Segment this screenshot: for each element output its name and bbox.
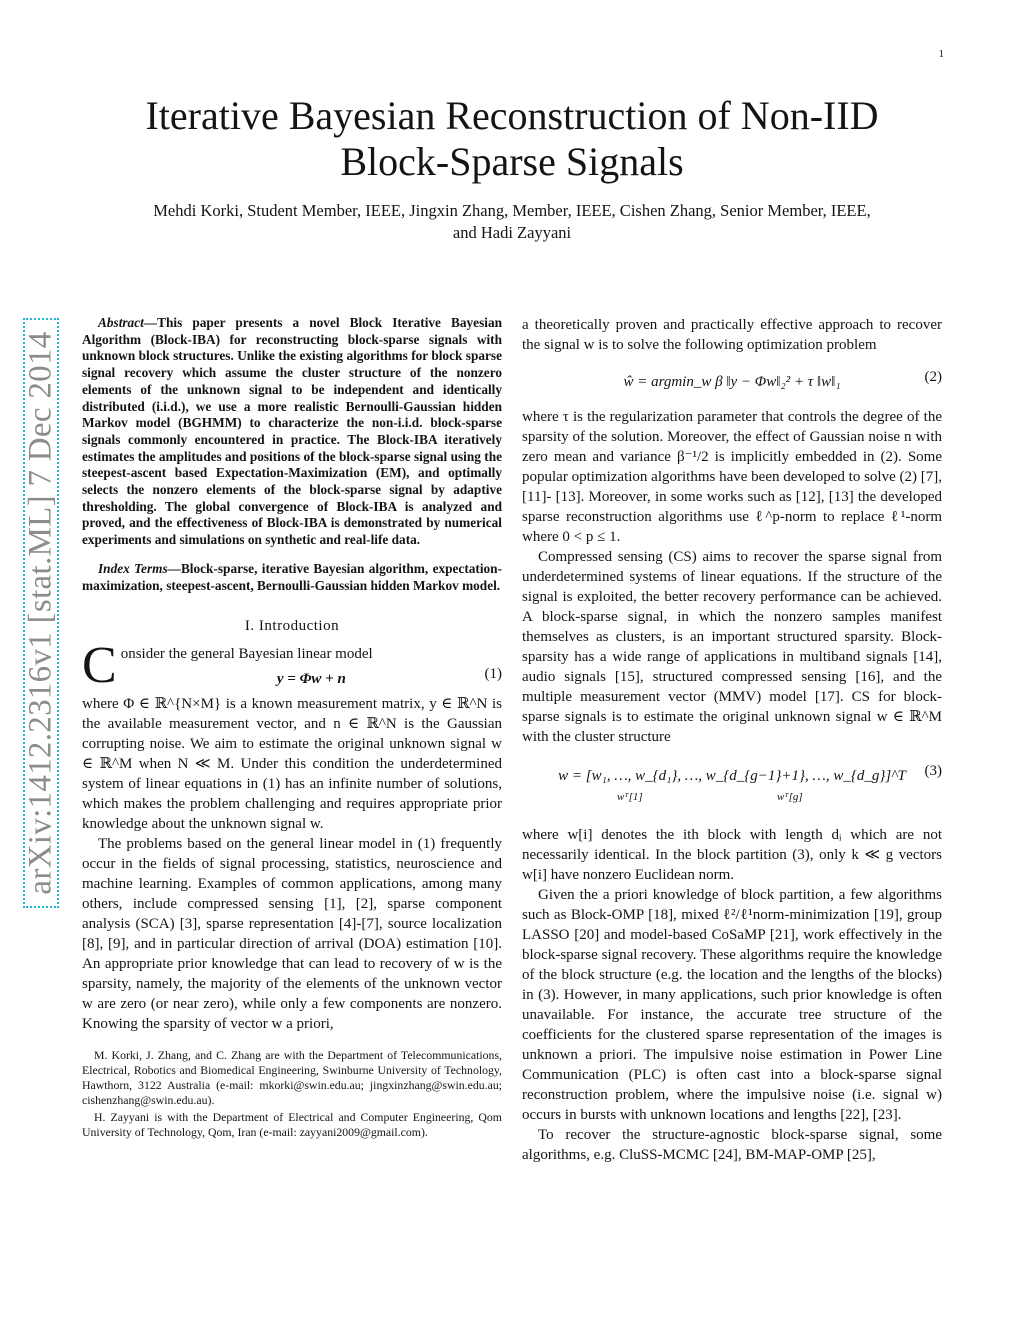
footnote-1: M. Korki, J. Zhang, and C. Zhang are with the Department of Telecommunications, Electrical, Robotics and Biomedical Engineering, Swinburne University of Technology, Hawthorn, 3122 Australia (e-mail: mkorki@swin.edu.au; jingxinzhang@swin.edu.au; cishenzhang@swin.edu.au). (82, 1048, 502, 1108)
title-line-2: Block-Sparse Signals (340, 139, 684, 184)
intro-paragraph-2: The problems based on the general linear model in (1) frequently occur in the fields of signal processing, statistics, neuroscience and machine learning. Examples of common applications, among many others, include compressed sensing [1], [2], sparse component analysis (SCA) [3], sparse representation [4]-[7], source localization [8], [9], and in particular direction of arrival (DOA) estimation [10]. An appropriate prior knowledge that can lead to recovery of w is the sparsity, namely, the majority of the elements of the unknown vector w are zero (or near zero), while only a few components are nonzero. Knowing the sparsity of vector w a priori, (82, 836, 502, 1033)
authors-line-2: and Hadi Zayyani (452, 223, 572, 242)
equation-3-label-2: wᵀ[g] (777, 791, 803, 803)
left-column (82, 315, 502, 1140)
drop-cap: C (82, 637, 117, 695)
equation-1 (82, 664, 502, 694)
abstract (82, 315, 502, 549)
equation-3-label-1: wᵀ[1] (617, 791, 643, 803)
equation-2-number: (2) (924, 369, 942, 385)
index-terms-text: Block-sparse, iterative Bayesian algorithm, expectation-maximization, steepest-ascent, Bernoulli-Gaussian hidden Markov model. (82, 560, 502, 593)
right-paragraph-4: where w[i] denotes the ith block with length dᵢ which are not necessarily identical. In the block partition (3), only k ≪ g vectors w[i] have nonzero Euclidean norm. (522, 827, 942, 883)
equation-3 (522, 761, 942, 815)
intro-first-text: onsider the general Bayesian linear model (120, 646, 373, 663)
equation-3-body: w = [w₁, …, w_{d₁}, …, w_{d_{g−1}+1}, …, w_{d_g}]^T (558, 768, 906, 784)
arxiv-identifier-text: arXiv:1412.2316v1 [stat.ML] 7 Dec 2014 (22, 331, 59, 895)
right-paragraph-2: where τ is the regularization parameter that controls the degree of the sparsity of the solution. Moreover, the effect of Gaussian noise n with zero mean and variance β⁻¹/2 is implicitly embedded in (2). Some popular optimization algorithms have been developed to solve (2) [7], [11]- [13]. Moreover, in some works such as [12], [13] the developed sparse reconstruction algorithms use ℓ^p-norm to replace ℓ¹-norm where 0 < p ≤ 1. (522, 409, 942, 545)
right-paragraph-6: To recover the structure-agnostic block-sparse signal, some algorithms, e.g. CluSS-MCMC [24], BM-MAP-OMP [25], (522, 1127, 942, 1163)
page-number: 1 (938, 48, 944, 60)
equation-1-body: y = Φw + n (276, 671, 346, 688)
footnote-2: H. Zayyani is with the Department of Electrical and Computer Engineering, Qom University of Technology, Qom, Iran (e-mail: zayyani2009@gmail.com). (82, 1110, 502, 1140)
abstract-label: Abstract— (98, 315, 158, 330)
author-list (100, 200, 924, 244)
right-paragraph-1: a theoretically proven and practically effective approach to recover the signal w is to solve the following optimization problem (522, 317, 942, 353)
right-paragraph-5: Given the a priori knowledge of block partition, a few algorithms such as Block-OMP [18], mixed ℓ²/ℓ¹norm-minimization [19], group LASSO [20] and model-based CoSaMP [21], work effectively in the block-sparse signal recovery. These algorithms require the knowledge of the block structure (e.g. the location and the lengths of the blocks) in (3). However, in many applications, such prior knowledge is often unavailable. For instance, the accurate tree structure of the coefficients for the clustered sparse representation of the images is unknown a priori. The impulsive noise estimation in Power Line Communication (PLC) is often cast into a block-sparse signal reconstruction problem, where the impulsive noise (i.e. signal w) occurs in bursts with unknown locations and lengths [22], [23]. (522, 887, 942, 1123)
right-column (522, 315, 942, 1165)
index-terms (82, 561, 502, 594)
section-heading: I. Introduction (244, 618, 340, 635)
equation-2-body: ŵ = argmin_w β ‖y − Φw‖₂² + τ ‖w‖₁ (623, 374, 841, 390)
equation-3-number: (3) (924, 763, 942, 779)
equation-2 (522, 367, 942, 397)
intro-paragraph-1: where Φ ∈ ℝ^{N×M} is a known measurement matrix, y ∈ ℝ^N is the available measurement vector, and n ∈ ℝ^N is the Gaussian corrupting noise. We aim to estimate the original unknown signal w ∈ ℝ^M when N ≪ M. Under this condition the underdetermined system of linear equations in (1) has an infinite number of solutions, which makes the problem challenging and requires appropriate prior knowledge about the unknown signal w. (82, 696, 502, 833)
right-paragraph-3: Compressed sensing (CS) aims to recover the sparse signal from underdetermined systems of linear equations. If the structure of the signal is exploited, the better recovery performance can be achieved. A block-sparse signal, in which the nonzero samples manifest themselves as clusters, is an important structured sparsity. Block-sparsity has a wide range of applications in multiband signals [14], audio signals [15], structured compressed sensing [16], and the multiple measurement vector (MMV) model [17]. CS for block-sparse signals is to estimate the original unknown signal w ∈ ℝ^M with the cluster structure (522, 549, 942, 745)
index-terms-label: Index Terms— (98, 560, 181, 576)
authors-line-1: Mehdi Korki, Student Member, IEEE, Jingxin Zhang, Member, IEEE, Cishen Zhang, Senior Member, IEEE, (153, 201, 871, 220)
equation-1-number: (1) (484, 666, 502, 683)
arxiv-identifier (23, 318, 59, 908)
abstract-text: This paper presents a novel Block Iterative Bayesian Algorithm (Block-IBA) for reconstructing block-sparse signals with unknown block structures. Unlike the existing algorithms for block sparse signal recovery which assume the cluster structure of the nonzero elements of the unknown signal to be independent and identically distributed (i.i.d.), we use a more realistic Bernoulli-Gaussian hidden Markov model (BGHMM) to characterize the non-i.i.d. block-sparse signals commonly encountered in practice. The Block-IBA iteratively estimates the amplitudes and positions of the block-sparse signal using the steepest-ascent based Expectation-Maximization (EM), and optimally selects the nonzero elements of the block-sparse signal by adaptive thresholding. The global convergence of Block-IBA is analyzed and proved, and the effectiveness of Block-IBA is demonstrated by numerical experiments and simulations on synthetic and real-life data. (82, 315, 502, 548)
title-line-1: Iterative Bayesian Reconstruction of Non-IID (145, 93, 879, 138)
paper-title (0, 93, 1024, 185)
